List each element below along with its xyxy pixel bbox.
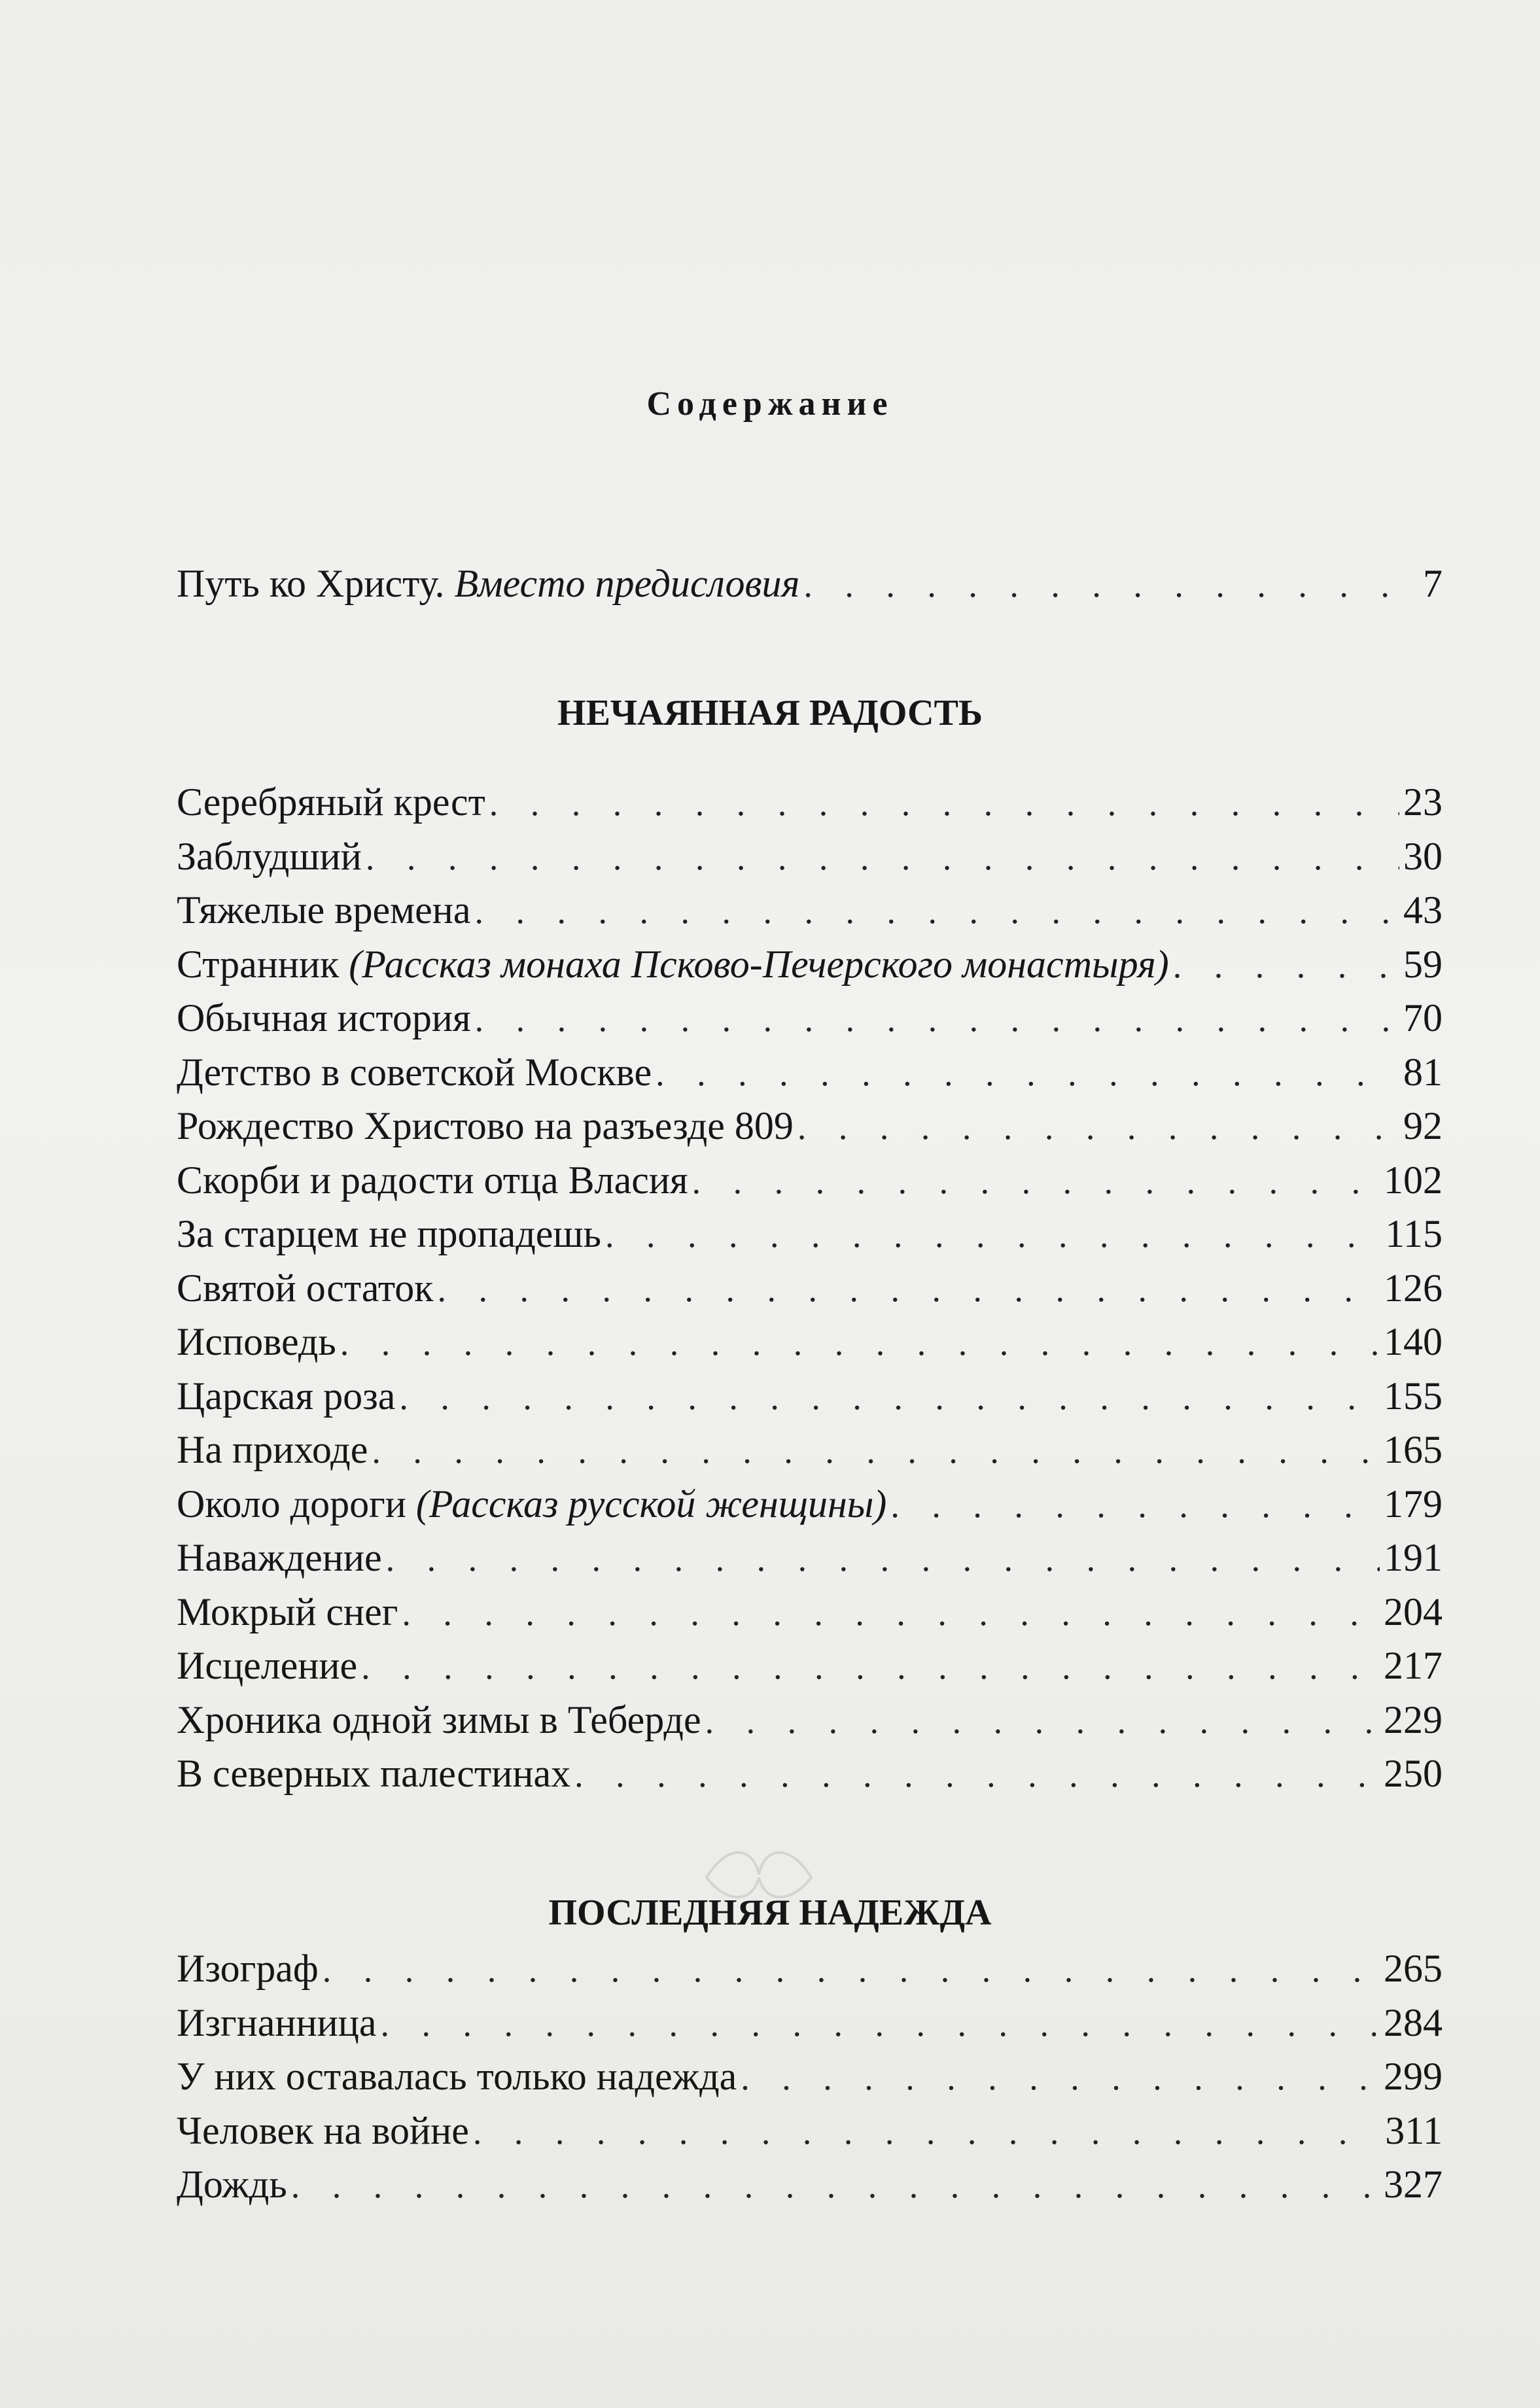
dot-leader (705, 1701, 1380, 1741)
dot-leader (380, 2004, 1380, 2044)
toc-entry-page: 126 (1384, 1266, 1443, 1310)
dot-leader (291, 2165, 1380, 2206)
toc-entry-page: 179 (1384, 1482, 1443, 1526)
toc-entry-page: 165 (1384, 1428, 1443, 1471)
toc-entry-title: Путь ко Христу. Вместо предисловия (177, 562, 800, 605)
toc-entry-title: Серебряный крест (177, 780, 485, 824)
toc-entry-title: Заблудший (177, 834, 362, 878)
toc-entry (177, 1319, 1443, 1374)
dot-leader (399, 1377, 1380, 1418)
toc-entry (177, 888, 1443, 942)
toc-entry (177, 1643, 1443, 1698)
toc-entry-title: Исповедь (177, 1320, 336, 1363)
toc-entry-preface (177, 561, 1443, 616)
toc-entry-title: Детство в советской Москве (177, 1050, 652, 1094)
toc-entry (177, 1158, 1443, 1212)
toc-preface (177, 561, 1443, 616)
toc-entry-title: Хроника одной зимы в Теберде (177, 1698, 701, 1741)
dot-leader (741, 2057, 1380, 2098)
toc-entry-title: Обычная история (177, 996, 471, 1039)
toc-entry (177, 1266, 1443, 1320)
toc-entry-title: Мокрый снег (177, 1590, 398, 1633)
toc-entry-page: 70 (1403, 996, 1443, 1039)
toc-entry-title: На приходе (177, 1428, 368, 1471)
toc-entry (177, 1050, 1443, 1104)
toc-entry (177, 996, 1443, 1050)
toc-entry-page: 81 (1403, 1050, 1443, 1094)
dot-leader (474, 891, 1399, 932)
toc-entry-title: Человек на войне (177, 2108, 469, 2152)
toc-entry-page: 92 (1403, 1104, 1443, 1147)
toc-entry-title: Изограф (177, 1947, 319, 1990)
toc-entry-title: В северных палестинах (177, 1752, 571, 1795)
toc-entry-title: Дождь (177, 2163, 287, 2206)
toc-entry-title: Рождество Христово на разъезде 809 (177, 1104, 794, 1147)
toc-entry (177, 1590, 1443, 1644)
dot-leader (361, 1647, 1380, 1687)
toc-entry-page: 140 (1384, 1320, 1443, 1363)
toc-entry (177, 2108, 1443, 2163)
toc-entry-subtitle: Вместо предисловия (454, 562, 800, 605)
toc-entry (177, 780, 1443, 834)
toc-entry-page: 59 (1403, 942, 1443, 986)
dot-leader (473, 2112, 1381, 2152)
dot-leader (803, 565, 1419, 605)
toc-entry (177, 1751, 1443, 1806)
toc-entry (177, 1212, 1443, 1266)
toc-entry-title: Около дороги (Рассказ русской женщины) (177, 1482, 887, 1526)
toc-entry (177, 2054, 1443, 2108)
toc-entry (177, 1535, 1443, 1590)
toc-entry-page: 155 (1384, 1374, 1443, 1418)
section-title-1: НЕЧАЯННАЯ РАДОСТЬ (557, 693, 983, 733)
dot-leader (366, 837, 1399, 878)
toc-entry-page: 23 (1403, 780, 1443, 824)
dot-leader (437, 1269, 1380, 1310)
toc-entry (177, 2000, 1443, 2055)
toc-entry-title: Святой остаток (177, 1266, 434, 1310)
page-title: Содержание (646, 385, 894, 423)
dot-leader (323, 1949, 1380, 1990)
toc-entry-page: 7 (1423, 562, 1443, 605)
toc-entry (177, 1946, 1443, 2000)
toc-entry (177, 1698, 1443, 1752)
toc-entry-title: Наваждение (177, 1536, 382, 1579)
toc-entry-page: 299 (1384, 2055, 1443, 2098)
dot-leader (372, 1431, 1380, 1471)
toc-entry (177, 1427, 1443, 1482)
toc-entry-page: 102 (1384, 1158, 1443, 1202)
toc-entry-title: Исцеление (177, 1644, 358, 1687)
toc-entry-page: 204 (1384, 1590, 1443, 1633)
toc-entry (177, 1482, 1443, 1536)
toc-entry-page: 265 (1384, 1947, 1443, 1990)
toc-entry-page: 191 (1384, 1536, 1443, 1579)
toc-entry (177, 2162, 1443, 2216)
toc-entry-page: 229 (1384, 1698, 1443, 1741)
dot-leader (489, 783, 1399, 824)
toc-section-2 (177, 1946, 1443, 2216)
toc-entry-page: 43 (1403, 888, 1443, 932)
dot-leader (605, 1215, 1381, 1255)
toc-entry-subtitle: (Рассказ русской женщины) (415, 1482, 887, 1526)
toc-entry-title: Странник (Рассказ монаха Псково-Печерского монастыря) (177, 942, 1169, 986)
dot-leader (656, 1053, 1399, 1094)
toc-entry-title: Тяжелые времена (177, 888, 471, 932)
toc-section-1 (177, 780, 1443, 1806)
toc-entry-title: Скорби и радости отца Власия (177, 1158, 688, 1202)
toc-entry-page: 250 (1384, 1752, 1443, 1795)
dot-leader (890, 1485, 1380, 1526)
toc-entry-page: 311 (1385, 2108, 1443, 2152)
dot-leader (692, 1161, 1380, 1202)
toc-entry-title: У них оставалась только надежда (177, 2055, 737, 2098)
toc-entry (177, 1104, 1443, 1158)
dot-leader (475, 999, 1399, 1039)
dot-leader (402, 1593, 1380, 1633)
dot-leader (797, 1107, 1399, 1147)
toc-entry-page: 217 (1384, 1644, 1443, 1687)
dot-leader (1173, 945, 1399, 986)
toc-entry-page: 30 (1403, 834, 1443, 878)
toc-entry (177, 942, 1443, 996)
toc-entry-page: 115 (1385, 1212, 1443, 1255)
dot-leader (574, 1754, 1380, 1795)
toc-entry-title: Изгнанница (177, 2000, 377, 2044)
section-title-2: ПОСЛЕДНЯЯ НАДЕЖДА (548, 1893, 992, 1933)
toc-entry (177, 834, 1443, 888)
dot-leader (386, 1539, 1380, 1579)
toc-entry-title: Царская роза (177, 1374, 396, 1418)
toc-entry (177, 1374, 1443, 1428)
toc-entry-page: 284 (1384, 2000, 1443, 2044)
toc-entry-subtitle: (Рассказ монаха Псково-Печерского монастыря) (349, 942, 1169, 986)
toc-entry-page: 327 (1384, 2163, 1443, 2206)
toc-entry-title: За старцем не пропадешь (177, 1212, 601, 1255)
dot-leader (340, 1323, 1380, 1363)
